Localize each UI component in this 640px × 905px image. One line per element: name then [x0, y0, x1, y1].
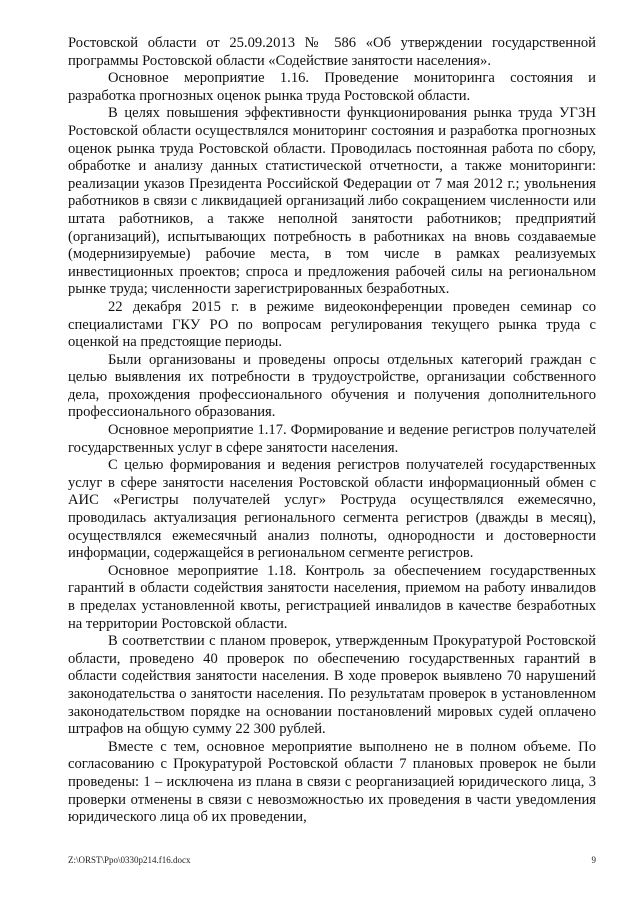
- footer-page-number: 9: [591, 855, 596, 865]
- footer-file-path: Z:\ORST\Ppo\0330p214.f16.docx: [68, 855, 191, 865]
- document-body: [68, 35, 596, 827]
- paragraph-monitoring: В целях повышения эффективности функционирования рынка труда УГЗН Ростовской области осуществлялся мониторинг состояния и разработка прогнозных оценок рынка труда Ростовской области. Проводилась постоянная работа по сбору, обработке и анализу данных статистической отчетности, а также мониторинги: реализации указов Президента Российской Федерации от 7 мая 2012 г.; увольнения работников в связи с ликвидацией организаций либо сокращением численности или штата работников, а также неполной занятости работников; предприятий (организаций), испытывающих потребность в работниках на вновь создаваемые (модернизируемые) рабочие места, в том числе в рамках реализуемых инвестиционных проектов; спроса и предложения рабочей силы на региональном рынке труда; численности зарегистрированных безработных.: [68, 105, 596, 298]
- paragraph-program-reference: Ростовской области от 25.09.2013 № 586 «Об утверждении государственной программы Ростовской области «Содействие занятости населения».: [68, 35, 596, 69]
- paragraph-seminar: 22 декабря 2015 г. в режиме видеоконференции проведен семинар со специалистами ГКУ РО по вопросам регулирования текущего рынка труда с оценкой на предстоящие периоды.: [68, 298, 596, 351]
- paragraph-measure-1-16-heading: Основное мероприятие 1.16. Проведение мониторинга состояния и разработка прогнозных оценок рынка труда Ростовской области.: [68, 70, 596, 104]
- paragraph-measure-1-18-heading: Основное мероприятие 1.18. Контроль за обеспечением государственных гарантий в области содействия занятости населения, приемом на работу инвалидов в пределах установленной квоты, регистрацией инвалидов в качестве безработных на территории Ростовской области.: [68, 562, 596, 632]
- paragraph-measure-1-17-heading: Основное мероприятие 1.17. Формирование и ведение регистров получателей государственных услуг в сфере занятости населения.: [68, 422, 596, 456]
- paragraph-registers: С целью формирования и ведения регистров получателей государственных услуг в сфере занятости населения Ростовской области информационный обмен с АИС «Регистры получателей услуг» Роструда осуществлялся ежемесячно, проводилась актуализация регионального сегмента регистров (дважды в месяц), осуществлялся ежемесячный анализ полноты, однородности и достоверности информации, содержащейся в региональном сегменте регистров.: [68, 457, 596, 562]
- paragraph-surveys: Были организованы и проведены опросы отдельных категорий граждан с целью выявления их потребности в трудоустройстве, организации собственного дела, прохождения профессионального обучения и получения дополнительного профессионального образования.: [68, 351, 596, 421]
- paragraph-inspections: В соответствии с планом проверок, утвержденным Прокуратурой Ростовской области, проведено 40 проверок по обеспечению государственных гарантий в области содействия занятости населения. В ходе проверок выявлено 70 нарушений законодательства о занятости населения. По результатам проверок в установленном законодательством порядке на основании постановлений мировых судей оплачено штрафов на общую сумму 22 300 рублей.: [68, 633, 596, 738]
- paragraph-not-fully-completed: Вместе с тем, основное мероприятие выполнено не в полном объеме. По согласованию с Прокуратурой Ростовской области 7 плановых проверок не были проведены: 1 – исключена из плана в связи с реорганизацией юридического лица, 3 проверки отменены в связи с невозможностью их проведения в части уведомления юридического лица об их проведении,: [68, 738, 596, 826]
